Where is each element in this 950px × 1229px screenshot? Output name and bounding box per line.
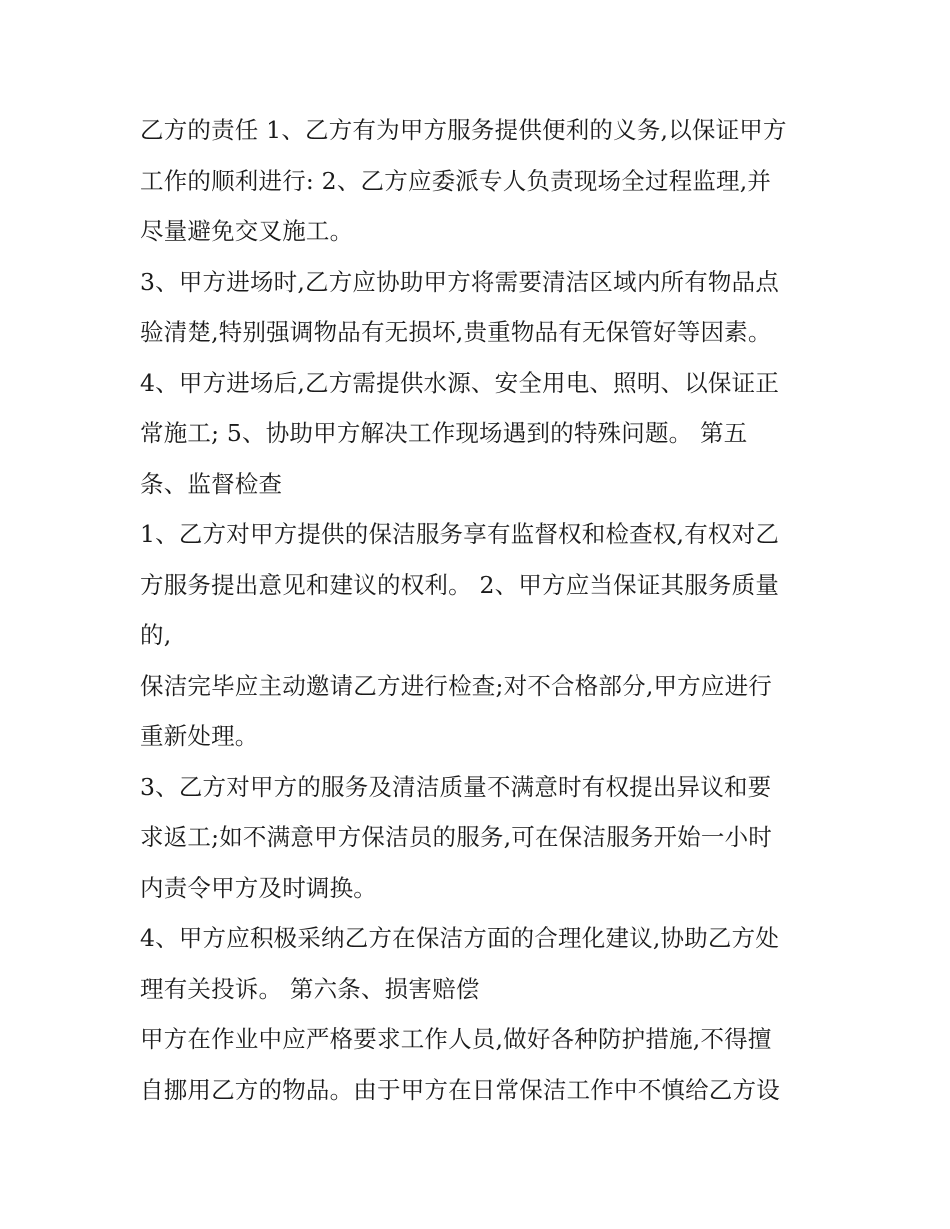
text-line: 4、甲方应积极采纳乙方在保洁方面的合理化建议,协助乙方处 (140, 924, 780, 952)
text-line: 工作的顺利进行: 2、乙方应委派专人负责现场全过程监理,并 (140, 167, 772, 195)
text-line: 乙方的责任 1、乙方有为甲方服务提供便利的义务,以保证甲方 (140, 116, 787, 144)
text-line: 内责令甲方及时调换。 (140, 874, 377, 902)
text-line: 重新处理。 (140, 722, 259, 750)
text-line: 3、乙方对甲方的服务及清洁质量不满意时有权提出异议和要 (140, 773, 772, 801)
text-line: 条、监督检查 (140, 470, 283, 498)
text-line: 尽量避免交叉施工。 (140, 217, 354, 245)
text-line: 自挪用乙方的物品。由于甲方在日常保洁工作中不慎给乙方设 (140, 1076, 780, 1104)
text-line: 验清楚,特别强调物品有无损坏,贵重物品有无保管好等因素。 (140, 318, 772, 346)
text-line: 求返工;如不满意甲方保洁员的服务,可在保洁服务开始一小时 (140, 823, 772, 851)
text-line: 甲方在作业中应严格要求工作人员,做好各种防护措施,不得擅 (140, 1025, 772, 1053)
text-line: 1、乙方对甲方提供的保洁服务享有监督权和检查权,有权对乙 (140, 520, 780, 548)
text-line: 方服务提出意见和建议的权利。 2、甲方应当保证其服务质量 (140, 571, 780, 599)
text-line: 理有关投诉。 第六条、损害赔偿 (140, 975, 480, 1003)
text-line: 的, (140, 621, 172, 649)
text-line: 4、甲方进场后,乙方需提供水源、安全用电、照明、以保证正 (140, 369, 780, 397)
text-line: 3、甲方进场时,乙方应协助甲方将需要清洁区域内所有物品点 (140, 268, 780, 296)
text-line: 常施工; 5、协助甲方解决工作现场遇到的特殊问题。 第五 (140, 419, 748, 447)
text-line: 保洁完毕应主动邀请乙方进行检查;对不合格部分,甲方应进行 (140, 672, 772, 700)
